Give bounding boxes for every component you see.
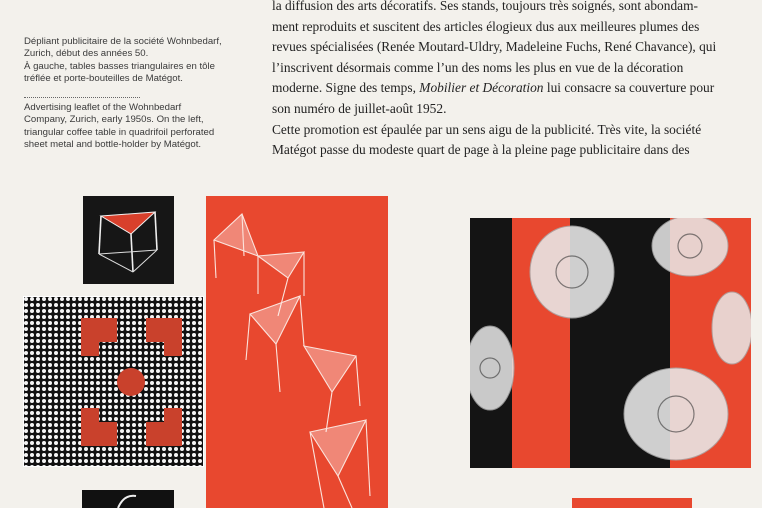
photo-perforated-sheet [23,296,204,467]
body-line: la diffusion des arts décoratifs. Ses stands, toujours très soignés, sont abondam- [272,0,698,13]
magazine-title: Mobilier et Décoration [419,80,544,96]
caption-line: À gauche, tables basses triangulaires en tôle [24,60,215,72]
body-line: Cette promotion est épaulée par un sens aigu de la publicité. Très vite, la société [272,121,702,137]
caption-line: sheet metal and bottle-holder by Matégot. [24,139,202,151]
caption-divider [24,97,140,98]
leaflet-wohnbedarf [206,196,388,508]
body-line: ment reproduits et suscitent des articles élogieux dus aux meilleures plumes des [272,18,700,34]
photo-bottle-holder-ad [470,218,751,468]
photo-bottom-left [82,490,174,508]
body-line: Matégot passe du modeste quart de page à la pleine page publicitaire dans des [272,142,690,158]
caption-line: Zurich, début des années 50. [24,48,149,60]
body-line: revues spécialisées (Renée Moutard-Uldry, Madeleine Fuchs, René Chavance), qui [272,39,717,55]
caption-english [24,102,260,152]
photo-bottom-right [572,498,692,508]
caption-line: triangular coffee table in quadrifoil perforated [24,126,215,138]
caption-french [24,36,260,86]
body-span: moderne. Signe des temps, [272,80,416,96]
body-span: lui consacre sa couverture pour [546,80,715,96]
caption-line: Dépliant publicitaire de la société Wohnbedarf, [24,36,222,47]
body-line [272,78,752,99]
body-line: l’inscrivent désormais comme l’un des noms les plus en vue de la décoration [272,59,684,75]
caption-line: Company, Zurich, early 1950s. On the left, [24,114,204,126]
body-line: son numéro de juillet-août 1952. [272,100,447,116]
caption-line: Advertising leaflet of the Wohnbedarf [24,102,182,113]
photo-triangular-table [83,196,174,284]
body-text [272,0,752,161]
caption-line: tréflée et porte-bouteilles de Matégot. [24,73,183,85]
